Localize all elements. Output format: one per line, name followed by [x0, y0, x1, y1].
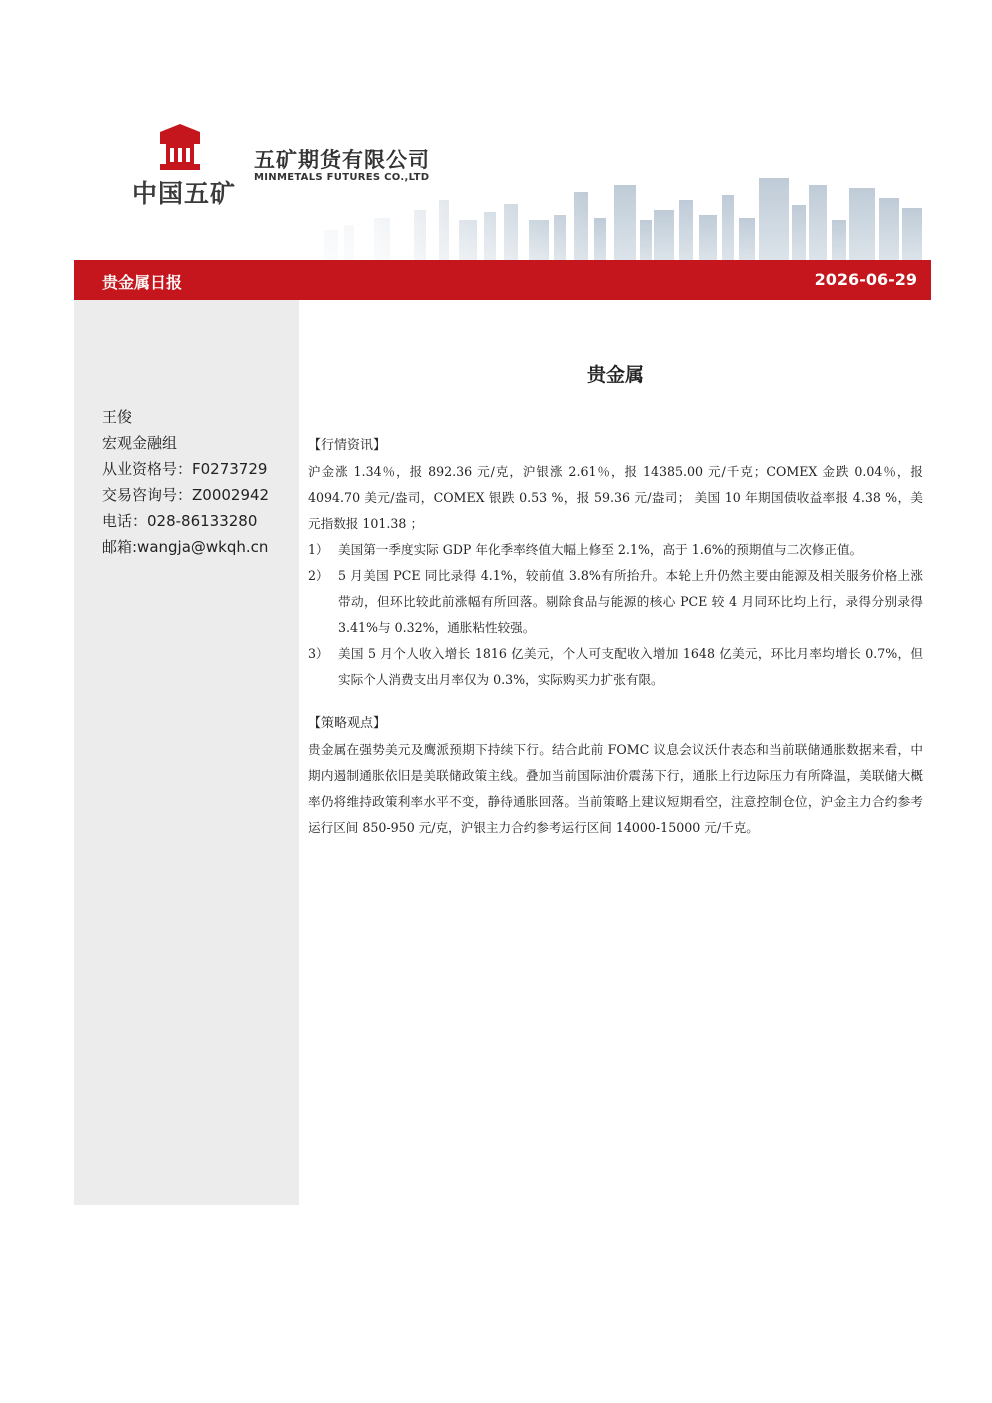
minmetals-emblem-logo: [156, 122, 204, 174]
market-summary: 沪金涨 1.34％，报 892.36 元/克，沪银涨 2.61％，报 14385.00 元/千克；COMEX 金跌 0.04％，报 4094.70 美元/盎司，COMEX 银跌 0.53 %，报 59.36 元/盎司； 美国 10 年期国债收益率报 4.38 %，美元指数报 101.38 ；: [308, 464, 923, 531]
company-name-en: MINMETALS FUTURES CO.,LTD: [254, 172, 430, 183]
author-info: [102, 404, 269, 560]
report-title-bar: [74, 260, 931, 300]
strategy-section-heading: 【策略观点】: [308, 716, 387, 731]
report-header: [74, 100, 931, 260]
report-type: 贵金属日报: [102, 273, 183, 292]
list-item-text: 美国 5 月个人收入增长 1816 亿美元，个人可支配收入增加 1648 亿美元，环比月率均增长 0.7%，但实际个人消费支出月率仅为 0.3%，实际购买力扩张有限。: [338, 646, 923, 687]
author-group: 宏观金融组: [102, 434, 178, 452]
list-item-text: 美国第一季度实际 GDP 年化季率终值大幅上修至 2.1%，高于 1.6%的预期值与二次修正值。: [338, 542, 863, 557]
author-name: 王俊: [102, 408, 133, 426]
market-section-heading: 【行情资讯】: [308, 438, 387, 453]
report-date: 2026-06-29: [814, 270, 917, 289]
author-consult-number: 交易咨询号：Z0002942: [102, 486, 270, 504]
list-item-number: 1）: [308, 542, 329, 557]
page-title: 贵金属: [586, 364, 644, 386]
author-sidebar: [74, 300, 299, 1205]
list-item-number: 2）: [308, 568, 329, 583]
company-name-cn: 五矿期货有限公司: [254, 148, 430, 172]
strategy-text: 贵金属在强势美元及鹰派预期下持续下行。结合此前 FOMC 议息会议沃什表态和当前联储通胀数据来看，中期内遏制通胀依旧是美联储政策主线。叠加当前国际油价震荡下行，通胀上行边际压力有所降温，美联储大概率仍将维持政策利率水平不变，静待通胀回落。当前策略上建议短期看空，注意控制仓位，沪金主力合约参考运行区间 850-950 元/克，沪银主力合约参考运行区间 14000-15000 元/千克。: [308, 742, 923, 835]
list-item-text: 5 月美国 PCE 同比录得 4.1%，较前值 3.8%有所抬升。本轮上升仍然主要由能源及相关服务价格上涨带动，但环比较此前涨幅有所回落。剔除食品与能源的核心 PCE 较 4 月同环比均上行，录得分别录得 3.41%与 0.32%，通胀粘性较强。: [338, 568, 923, 635]
report-body: [308, 360, 923, 841]
list-item-number: 3）: [308, 646, 329, 661]
logo-group-name: 中国五矿: [132, 179, 237, 208]
list-item: [308, 537, 923, 563]
author-qualification: 从业资格号：F0273729: [102, 460, 268, 478]
author-phone: 电话：028-86133280: [102, 512, 258, 530]
list-item: [308, 641, 923, 693]
list-item: [308, 563, 923, 641]
author-email: 邮箱:wangja@wkqh.cn: [102, 538, 269, 556]
